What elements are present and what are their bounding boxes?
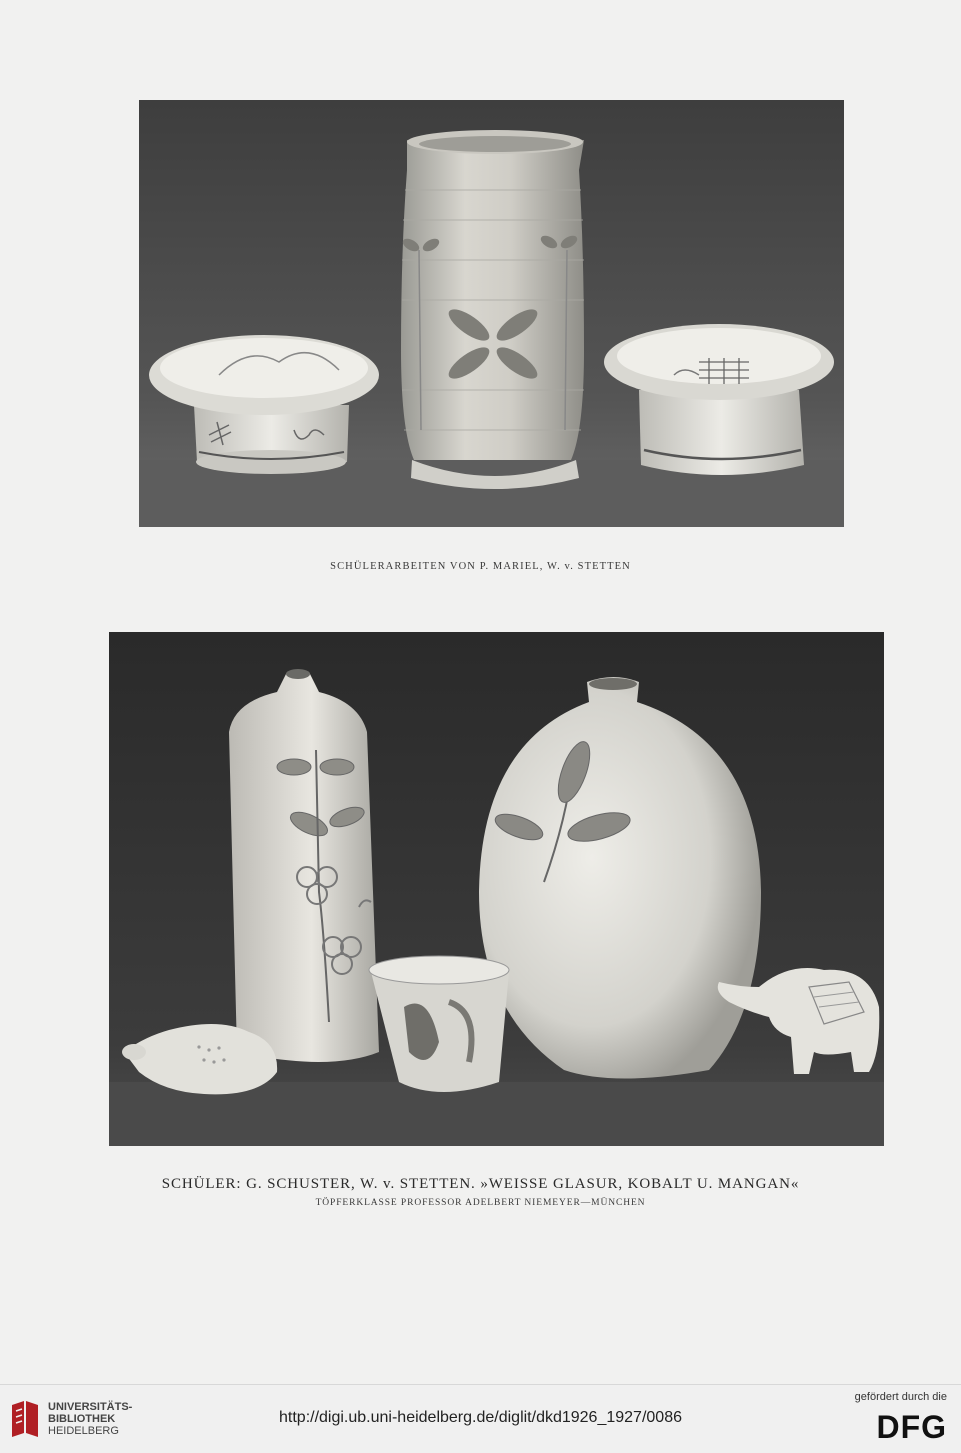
dfg-logo[interactable]: DFG bbox=[876, 1409, 947, 1445]
library-name-line2: BIBLIOTHEK bbox=[48, 1413, 116, 1425]
permalink-url[interactable]: http://digi.ub.uni-heidelberg.de/diglit/dkd1926_1927/0086 bbox=[279, 1409, 682, 1426]
tall-bottle bbox=[229, 669, 379, 1062]
ceramics-bottles-and-figures-image bbox=[109, 632, 884, 1146]
caption-bottom-sub: TÖPFERKLASSE PROFESSOR ADELBERT NIEMEYER—MÜNCHEN bbox=[315, 1198, 646, 1208]
library-name-line1: UNIVERSITÄTS- bbox=[48, 1401, 133, 1413]
caption-bottom-main: SCHÜLER: G. SCHUSTER, W. v. STETTEN. »WEISSE GLASUR, KOBALT U. MANGAN« bbox=[161, 1176, 800, 1192]
ceramics-vase-and-bowls-image bbox=[139, 100, 844, 527]
center-vase bbox=[401, 130, 584, 489]
library-name-line3: HEIDELBERG bbox=[48, 1425, 119, 1437]
caption-top: SCHÜLERARBEITEN VON P. MARIEL, W. v. STETTEN bbox=[330, 561, 631, 572]
footer-bar bbox=[0, 1384, 961, 1453]
funding-label: gefördert durch die bbox=[854, 1391, 947, 1403]
photo-ceramics-bottom bbox=[109, 632, 884, 1146]
photo-ceramics-top bbox=[139, 100, 844, 527]
